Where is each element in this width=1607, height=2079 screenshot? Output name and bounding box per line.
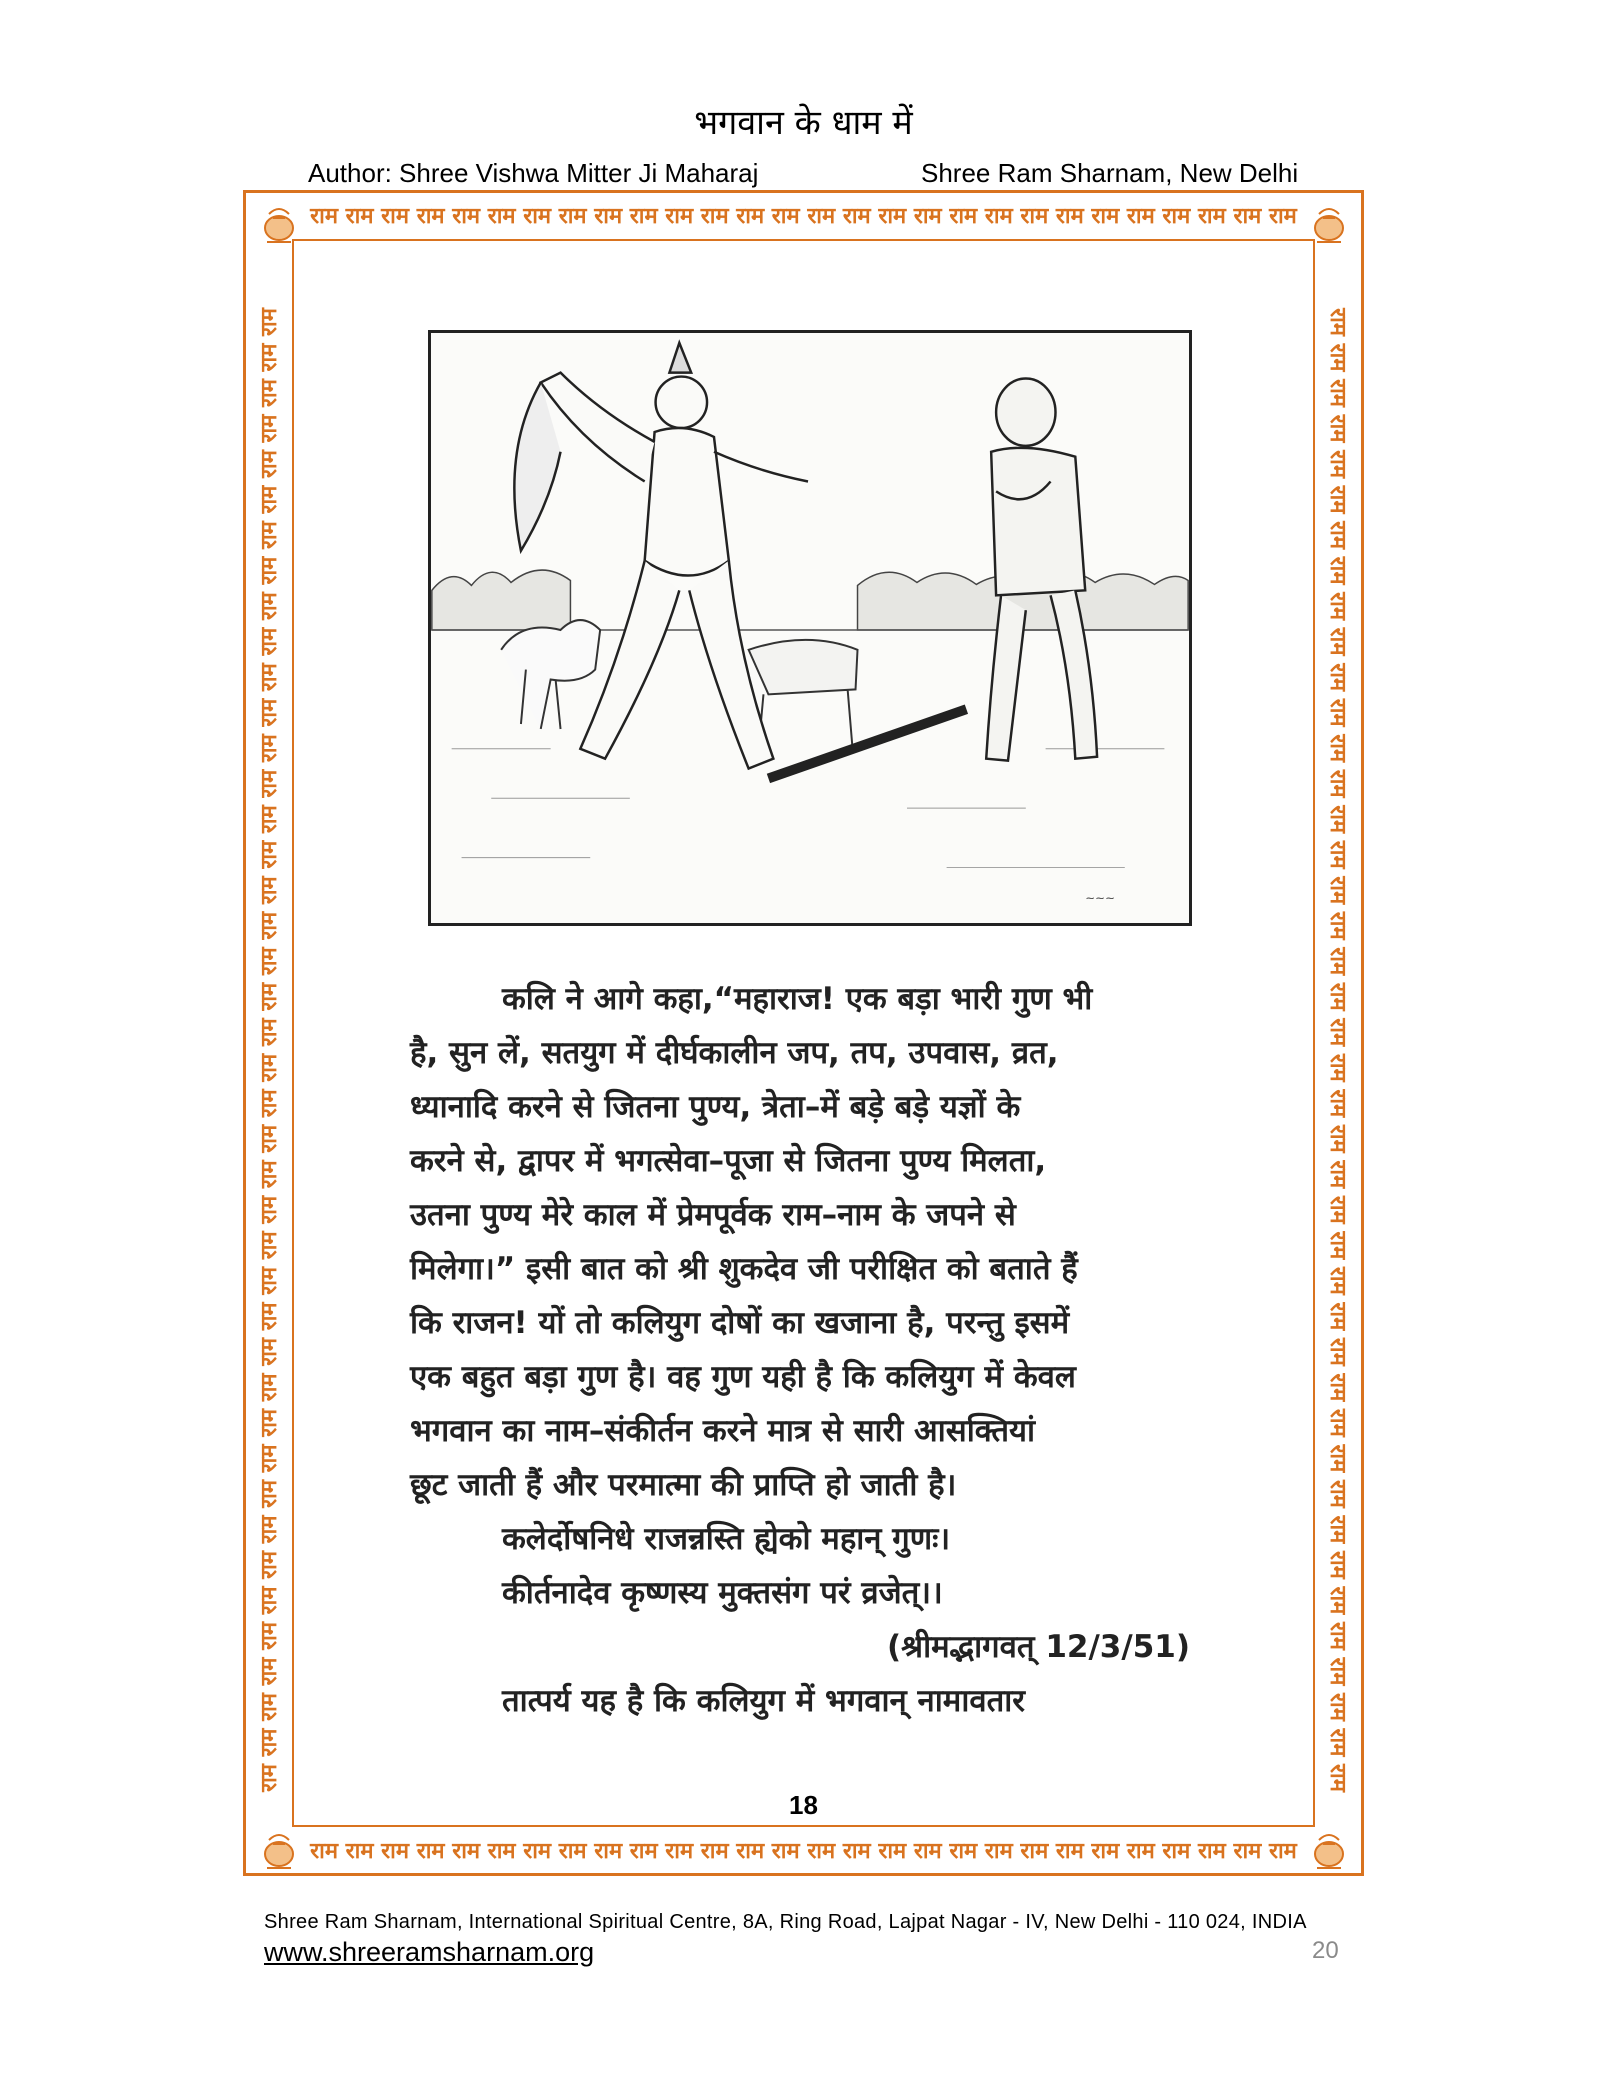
border-top-ram-text: राम राम राम राम राम राम राम राम राम राम राम राम राम राम राम राम राम राम राम राम राम राम राम राम राम राम राम राम xyxy=(310,204,1297,229)
kalash-icon-bottom-left xyxy=(255,1826,303,1874)
page-title: भगवान के धाम में xyxy=(694,103,913,143)
organization-line: Shree Ram Sharnam, New Delhi xyxy=(921,158,1299,188)
sanskrit-verse-line-2: कीर्तनादेव कृष्णस्य मुक्तसंग परं व्रजेत्।। xyxy=(502,1575,943,1611)
footer-address: Shree Ram Sharnam, International Spiritual Centre, 8A, Ring Road, Lajpat Nagar - IV, New Delhi - 110 024, INDIA xyxy=(264,1911,1307,1933)
svg-text:~~~: ~~~ xyxy=(1085,891,1116,906)
border-bottom-ram-text: राम राम राम राम राम राम राम राम राम राम राम राम राम राम राम राम राम राम राम राम राम राम राम राम राम राम राम राम xyxy=(310,1839,1297,1864)
border-right-ram-text: राम राम राम राम राम राम राम राम राम राम राम राम राम राम राम राम राम राम राम राम राम राम राम राम राम राम राम राम राम राम राम राम राम राम राम राम राम राम राम राम राम राम xyxy=(1325,308,1350,1792)
story-line-1: कलि ने आगे कहा,“महाराज! एक बड़ा भारी गुण भी xyxy=(502,981,1093,1017)
story-line-7: कि राजन! यों तो कलियुग दोषों का खजाना है, परन्तु इसमें xyxy=(410,1305,1070,1341)
story-text xyxy=(410,972,1210,1728)
story-line-5: उतना पुण्य मेरे काल में प्रेमपूर्वक राम–नाम के जपने से xyxy=(410,1197,1016,1233)
story-line-6: मिलेगा।” इसी बात को श्री शुकदेव जी परीक्षित को बताते हैं xyxy=(410,1251,1078,1287)
book-page-number: 18 xyxy=(789,1790,818,1820)
story-line-8: एक बहुत बड़ा गुण है। वह गुण यही है कि कलियुग में केवल xyxy=(410,1359,1076,1395)
pdf-page-number: 20 xyxy=(1312,1937,1339,1964)
story-line-3: ध्यानादि करने से जितना पुण्य, त्रेता–में बड़े बड़े यज्ञों के xyxy=(410,1089,1021,1125)
kalash-icon-top-left xyxy=(255,200,303,248)
author-line: Author: Shree Vishwa Mitter Ji Maharaj xyxy=(308,158,759,188)
border-left-ram-text: राम राम राम राम राम राम राम राम राम राम राम राम राम राम राम राम राम राम राम राम राम राम राम राम राम राम राम राम राम राम राम राम राम राम राम राम राम राम राम राम राम राम xyxy=(257,308,282,1792)
verse-reference: (श्रीमद्भागवत् 12/3/51) xyxy=(887,1629,1190,1665)
story-line-9: भगवान का नाम–संकीर्तन करने मात्र से सारी आसक्तियां xyxy=(410,1413,1036,1449)
website-link[interactable]: www.shreeramsharnam.org xyxy=(264,1937,595,1967)
story-line-4: करने से, द्वापर में भगत्सेवा–पूजा से जितना पुण्य मिलता, xyxy=(410,1143,1047,1179)
kalash-icon-top-right xyxy=(1305,200,1353,248)
story-line-2: है, सुन लें, सतयुग में दीर्घकालीन जप, तप, उपवास, व्रत, xyxy=(410,1035,1059,1071)
story-illustration xyxy=(428,330,1192,926)
sanskrit-verse-line-1: कलेर्दोषनिधे राजन्नस्ति ह्येको महान् गुणः। xyxy=(502,1521,951,1557)
story-line-last: तात्पर्य यह है कि कलियुग में भगवान् नामावतार xyxy=(502,1683,1025,1719)
kalash-icon-bottom-right xyxy=(1305,1826,1353,1874)
story-line-10: छूट जाती हैं और परमात्मा की प्राप्ति हो जाती है। xyxy=(410,1467,957,1503)
